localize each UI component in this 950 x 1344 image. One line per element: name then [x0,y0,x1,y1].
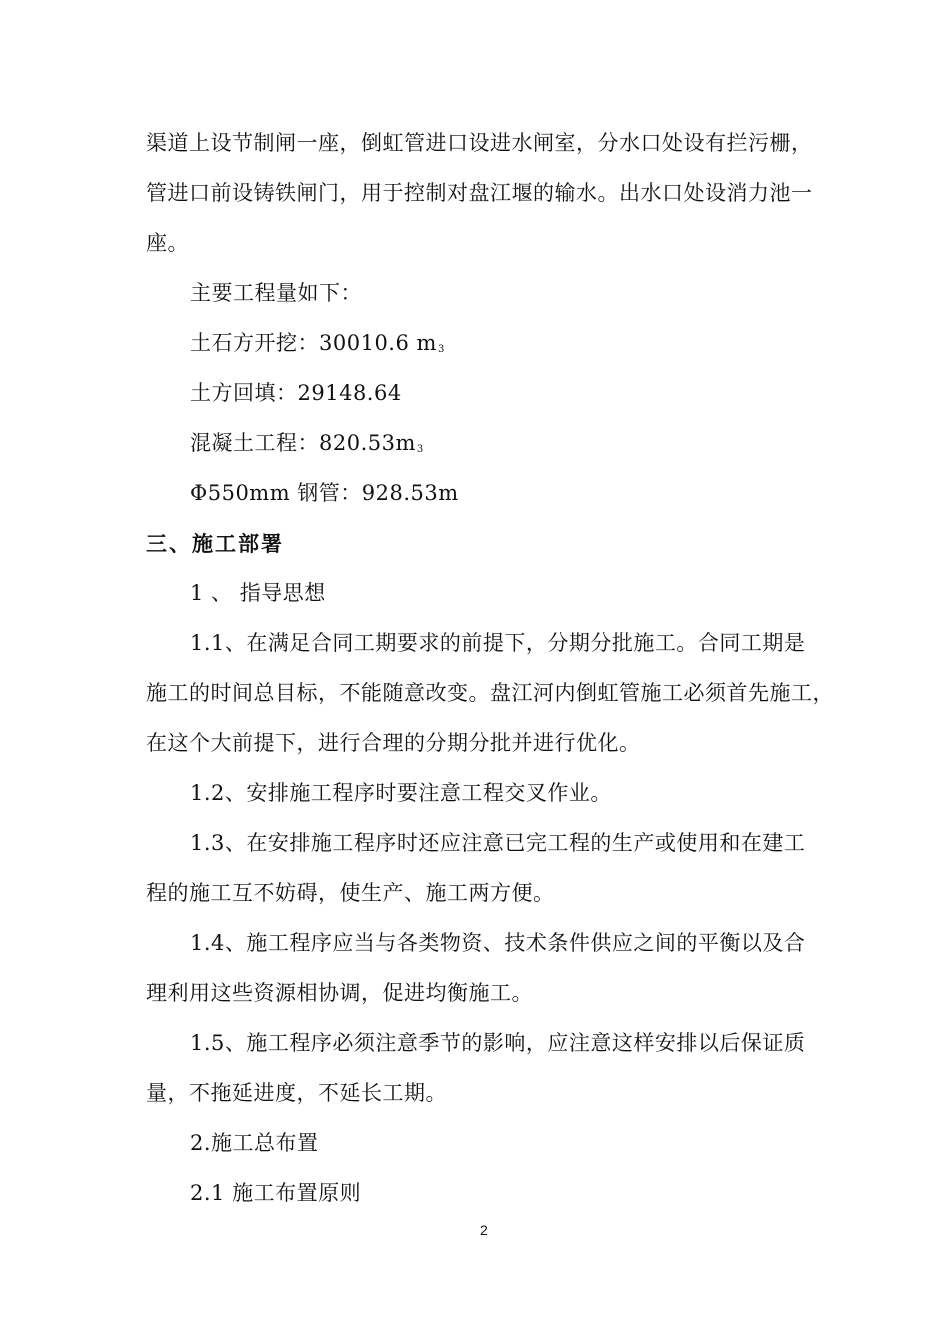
paragraph-line: 管进口前设铸铁闸门，用于控制对盘江堰的输水。出水口处设消力池一 [146,181,813,205]
quantity-concrete [190,429,424,464]
paragraph-line: 1.1、在满足合同工期要求的前提下，分期分批施工。合同工期是 [190,631,806,655]
paragraph-line: 在这个大前提下，进行合理的分期分批并进行优化。 [146,731,641,755]
paragraph-line: 量，不拖延进度，不延长工期。 [146,1081,447,1105]
paragraph-line: 座。 [146,231,189,255]
quantity-backfill: 土方回填：29148.64 [190,381,402,405]
quantity-steel-pipe: Φ550mm 钢管：928.53m [190,481,459,505]
quantity-text: 土石方开挖：30010.6 m [190,331,437,355]
paragraph-line: 施工的时间总目标，不能随意改变。盘江河内倒虹管施工必须首先施工， [146,681,834,705]
unit-superscript: 3 [437,344,445,355]
quantity-earthwork-excavation [190,329,445,364]
quantity-text: 混凝土工程：820.53m [190,431,416,455]
paragraph-line: 1.3、在安排施工程序时还应注意已完工程的生产或使用和在建工 [190,831,806,855]
unit-superscript: 3 [416,444,424,455]
paragraph-line: 渠道上设节制闸一座，倒虹管进口设进水闸室，分水口处设有拦污栅， [146,131,813,155]
quantities-heading: 主要工程量如下： [190,281,362,305]
paragraph-line: 1.4、施工程序应当与各类物资、技术条件供应之间的平衡以及合 [190,931,806,955]
subsection-heading: 1 、 指导思想 [190,581,326,605]
paragraph-line: 程的施工互不妨碍，使生产、施工两方便。 [146,881,555,905]
section-heading: 三、施工部署 [146,531,284,556]
page-number: 2 [480,1222,488,1238]
paragraph-line: 1.5、施工程序必须注意季节的影响，应注意这样安排以后保证质 [190,1031,806,1055]
subsection-heading: 2.1 施工布置原则 [190,1181,362,1205]
paragraph-line: 1.2、安排施工程序时要注意工程交叉作业。 [190,781,612,805]
subsection-heading: 2.施工总布置 [190,1131,319,1155]
paragraph-line: 理利用这些资源相协调，促进均衡施工。 [146,981,533,1005]
